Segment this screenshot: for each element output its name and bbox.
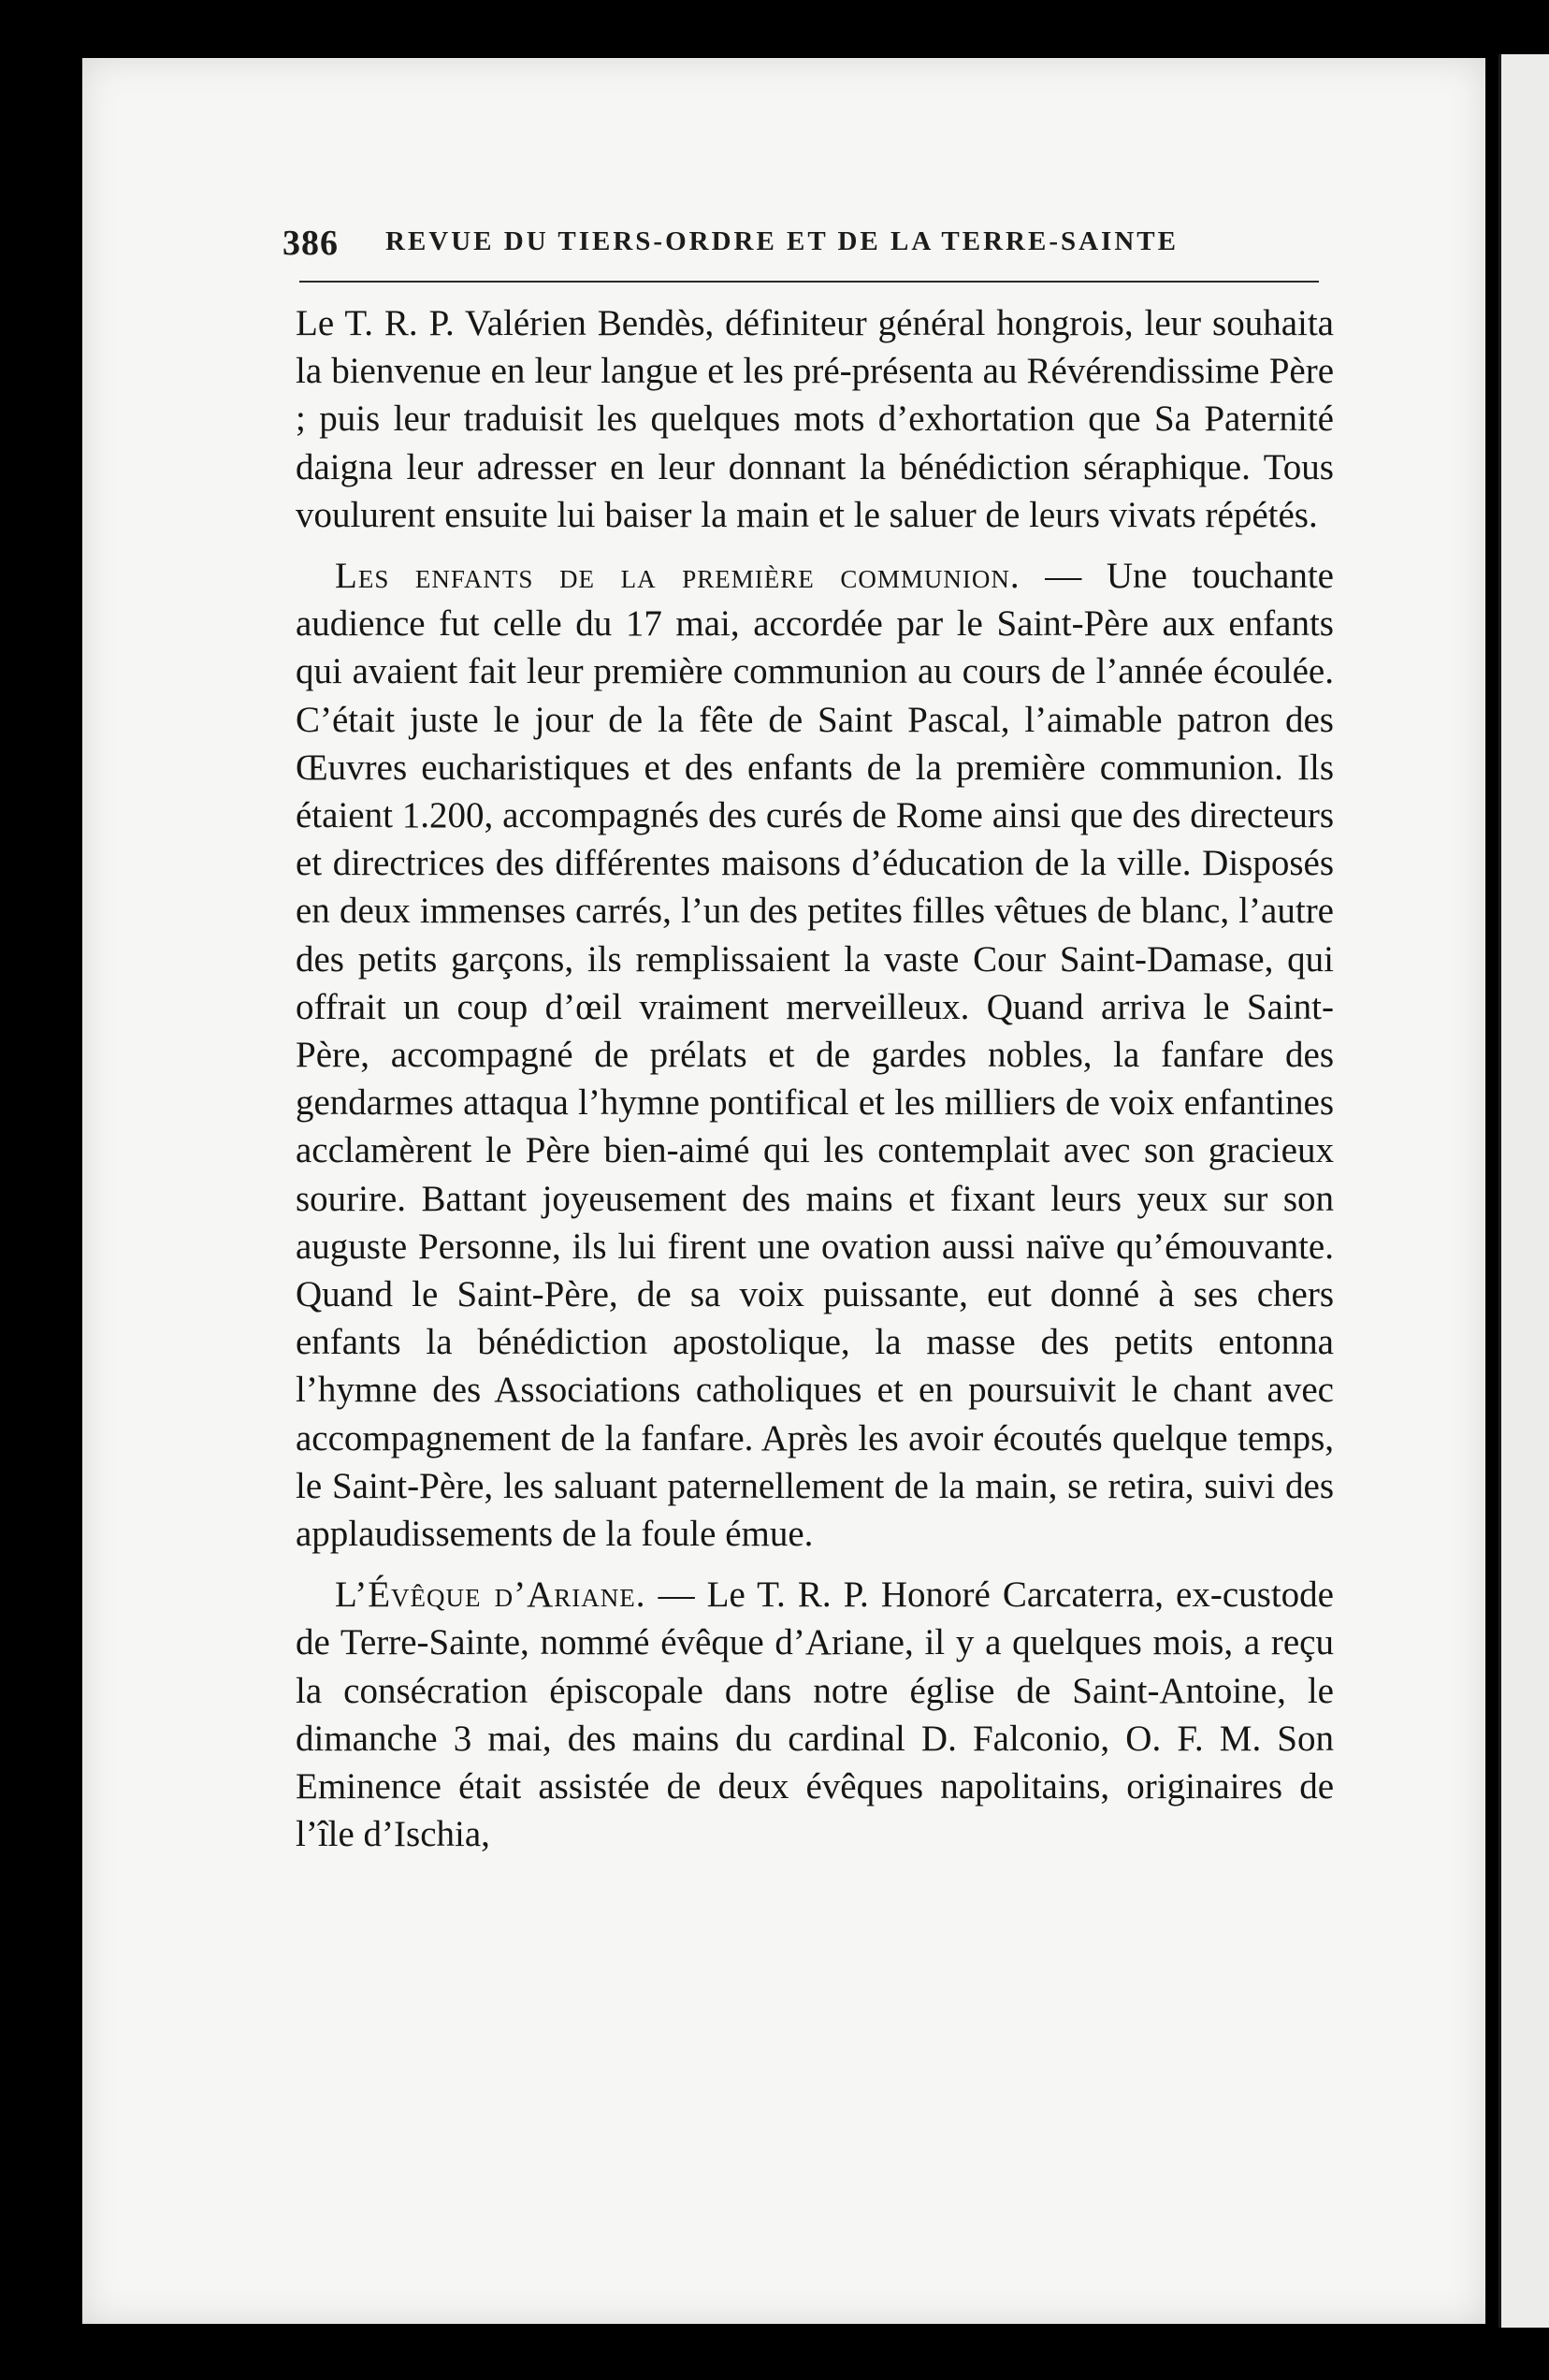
paragraph-3-text: — Le T. R. P. Honoré Carcaterra, ex-custode de Terre-Sainte, nommé évêque d’Ariane, il y a quelques mois, a reçu la consécration épiscopale dans notre église de Saint-Antoine, le dimanche 3 mai, des mains du cardinal D. Falconio, O. F. M. Son Eminence était assistée de deux évêques napolitains, originaires de l’île d’Ischia, <box>296 1575 1334 1855</box>
running-title: REVUE DU TIERS-ORDRE ET DE LA TERRE-SAINTE <box>385 226 1179 256</box>
paragraph-1 <box>296 299 1334 539</box>
paragraph-bishop-ariane <box>296 1571 1334 1858</box>
paragraph-1-text: Le T. R. P. Valérien Bendès, définiteur général hongrois, leur souhaita la bienvenue en leur langue et les pré-présenta au Révérendissime Père ; puis leur traduisit les quelques mots d’exhortation que Sa Paternité daigna leur adresser en leur donnant la bénédiction séraphique. Tous voulurent ensuite lui baiser la main et le saluer de leurs vivats répétés. <box>296 303 1334 535</box>
body-text <box>296 299 1334 1872</box>
section-heading-bishop-ariane: L’Évêque d’Ariane. <box>335 1575 646 1616</box>
next-page-edge <box>1498 54 1549 2328</box>
paragraph-2-text: — Une touchante audience fut celle du 17 mai, accordée par le Saint-Père aux enfants qui avaient fait leur première communion au cours de l’année écoulée. C’était juste le jour de la fête de Saint Pascal, l’aimable patron des Œuvres eucharistiques et des enfants de la première communion. Ils étaient 1.200, accompagnés des curés de Rome ainsi que des directeurs et directrices des différentes maisons d’éducation de la ville. Disposés en deux immenses carrés, l’un des petites filles vêtues de blanc, l’autre des petits garçons, ils remplissaient la vaste Cour Saint-Damase, qui offrait un coup d’œil vraiment merveilleux. Quand arriva le Saint-Père, accompagné de prélats et de gardes nobles, la fanfare des gendarmes attaqua l’hymne pontifical et les milliers de voix enfantines acclamèrent le Père bien-aimé qui les contemplait avec son gracieux sourire. Battant joyeusement des mains et fixant leurs yeux sur son auguste Personne, ils lui firent une ovation aussi naïve qu’émouvante. Quand le Saint-Père, de sa voix puissante, eut donné à ses chers enfants la bénédiction apostolique, la masse des petits entonna l’hymne des Associations catholiques et en poursuivit le chant avec accompagnement de la fanfare. Après les avoir écoutés quelque temps, le Saint-Père, les saluant paternellement de la main, se retira, suivi des applaudissements de la foule émue. <box>296 556 1334 1555</box>
running-header <box>282 215 1321 271</box>
section-heading-first-communion: Les enfants de la première communion. <box>335 556 1021 597</box>
page-number: 386 <box>282 224 339 263</box>
paragraph-first-communion <box>296 552 1334 1558</box>
header-rule <box>299 281 1319 283</box>
